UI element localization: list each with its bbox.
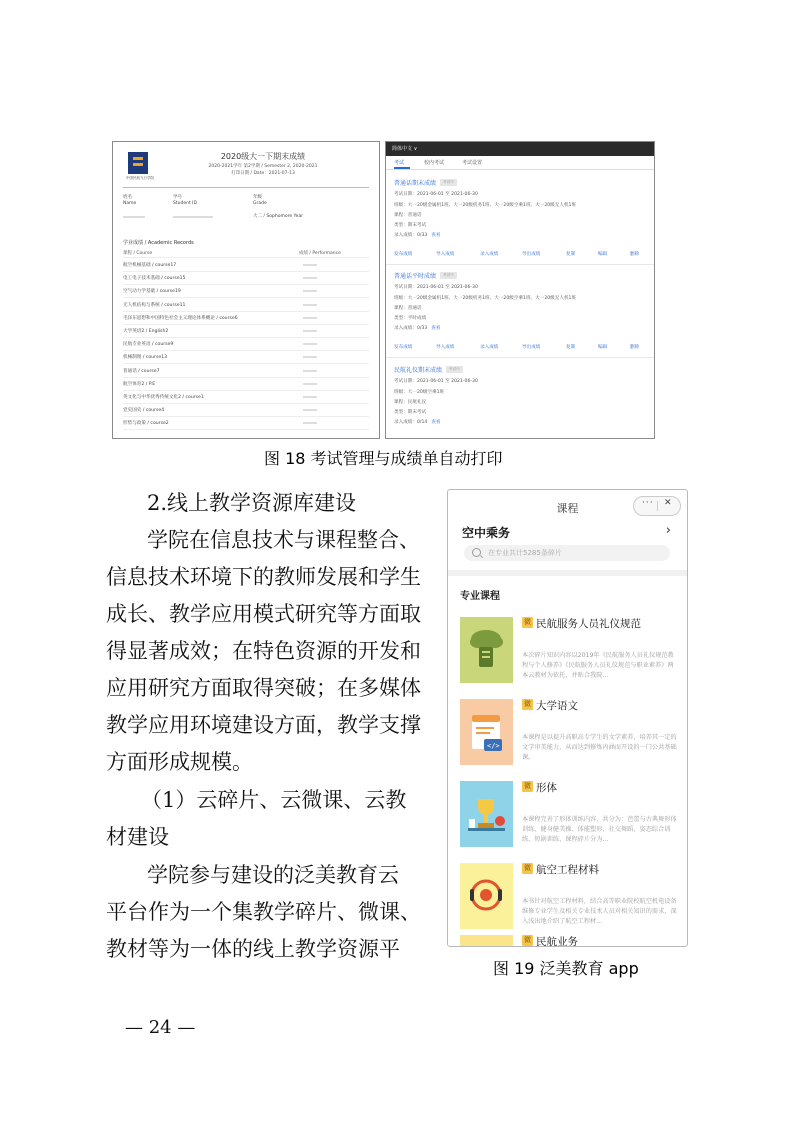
redacted-performance <box>303 304 317 306</box>
transcript-print-date: 打印日期 / Date：2021-07-13 <box>231 171 295 176</box>
edit-button[interactable]: 编辑 <box>598 252 608 257</box>
grade-value: 大二 / Sophomore Year <box>253 214 304 219</box>
exam-actions <box>394 251 649 260</box>
search-placeholder: 在专业共计5285条碎片 <box>488 549 562 557</box>
performance-column-header: 成绩 / Performance <box>299 251 341 256</box>
micro-badge: 微 <box>524 936 531 944</box>
exam-title[interactable]: 普通话期末成绩 <box>394 180 437 187</box>
micro-badge: 微 <box>524 864 531 872</box>
course-row: 航空机械基础 / course17 <box>123 263 177 268</box>
entered-count: 录入成绩：0/33 <box>394 233 428 239</box>
course-row: 空气动力学基础 / course19 <box>123 289 181 295</box>
entered-count: 录入成绩：0/33 <box>394 326 428 332</box>
enter-grades-button[interactable]: 录入成绩 <box>480 252 499 257</box>
exam-type: 类型：期末考试 <box>394 410 427 416</box>
exam-card <box>394 178 652 238</box>
course-description: 本课程完善了形体训练内容，共分为：芭蕾与古典舞形体训练、健身健美操、体能塑形、社交舞蹈、姿态综合训练、短剧训练、课程碎片分为... <box>522 816 677 843</box>
svg-text:</>: </> <box>487 742 500 750</box>
paragraph-line: 得显著成效；在特色资源的开发和 <box>106 639 421 663</box>
trophy-thumbnail-icon <box>460 781 513 847</box>
export-grades-button[interactable]: 导出成绩 <box>522 252 541 257</box>
view-link[interactable]: 查看 <box>431 420 441 426</box>
tab-exam-settings[interactable]: 考试设置 <box>462 160 483 166</box>
course-column-header: 课程 / Course <box>123 251 153 256</box>
transcript-title: 2020级大一下期末成绩 <box>220 152 306 161</box>
delete-button[interactable]: 删除 <box>630 345 640 350</box>
course-row: 无人机结构与系统 / course11 <box>123 302 186 308</box>
section-title: 专业课程 <box>460 591 500 602</box>
department-selector[interactable]: 空中乘务 <box>462 526 511 540</box>
redacted-performance <box>303 422 317 424</box>
fanmei-app-screenshot <box>447 489 688 947</box>
edit-button[interactable]: 编辑 <box>598 345 608 350</box>
more-icon[interactable]: ··· <box>642 498 654 508</box>
redacted-performance <box>303 356 317 358</box>
course-name: 形体 <box>536 782 557 794</box>
course-row: 毛泽东思想和中国特色社会主义理论体系概论 / course6 <box>123 315 238 321</box>
status-badge: 考试中 <box>440 179 457 186</box>
exam-type: 类型：期末考试 <box>394 223 427 229</box>
redacted-performance <box>303 409 317 411</box>
exam-card <box>394 365 652 425</box>
paragraph-line: 方面形成规模。 <box>106 750 253 774</box>
paragraph-line: 平台作为一个集教学碎片、微课、 <box>106 900 421 924</box>
exam-actions <box>394 344 649 353</box>
course-row: 民航专业英语 / course9 <box>123 342 174 348</box>
etiquette-thumbnail-icon <box>460 617 513 683</box>
delete-button[interactable]: 删除 <box>630 252 640 257</box>
course-name: 民航服务人员礼仪规范 <box>536 618 641 630</box>
subsection-heading: （1）云碎片、云微课、云教 <box>141 788 407 812</box>
course-row: 航空体育2 / P.E <box>123 381 156 387</box>
paragraph-line: 教材等为一体的线上教学资源平 <box>106 937 400 961</box>
course-card[interactable] <box>460 935 682 946</box>
exam-type: 类型：平时成绩 <box>394 316 427 322</box>
publish-grades-button[interactable]: 发布成绩 <box>394 252 413 257</box>
course-name: 航空工程材料 <box>536 864 599 876</box>
course-thumbnail <box>460 935 513 946</box>
student-id-label: 学号 Student ID <box>173 195 197 206</box>
figure-18-caption: 图 18 考试管理与成绩单自动打印 <box>264 449 503 468</box>
micro-badge: 微 <box>524 700 531 708</box>
course-description: 本次碎片知识内容以2019年《民航服务人员礼仪规范教程与个人修养》《民航服务人员礼仪规范与职业素养》两本云教材为依托，并贴合我院... <box>522 652 674 679</box>
course-description: 本书针对航空工程材料，结合高等职业院校航空机电设备维修专业学生及相关专业技术人员对相关知识的需求，深入浅出地介绍了航空工程材... <box>522 898 677 925</box>
records-heading: 学业成绩 / Academic Records <box>123 240 194 246</box>
exam-classes: 班级：大一20级金属机1班、大一20级机务1班、大一20级空乘1班、大一20级无人机1班 <box>394 295 577 301</box>
paragraph-line: 成长、教学应用模式研究等方面取 <box>106 602 421 626</box>
copy-button[interactable]: 复制 <box>566 252 576 257</box>
paragraph-line: 学院在信息技术与课程整合、 <box>147 528 420 552</box>
course-row: 机械制图 / course13 <box>123 355 168 361</box>
redacted-name <box>123 216 145 218</box>
tab-exam[interactable]: 考试 <box>394 160 405 166</box>
college-logo <box>124 152 154 180</box>
redacted-performance <box>303 370 317 372</box>
paragraph-line: 学院参与建设的泛美教育云 <box>147 863 399 887</box>
course-row: 英文化与中华优秀传统文化2 / course1 <box>123 395 204 400</box>
exam-course: 课程：普通话 <box>394 212 422 218</box>
exam-title[interactable]: 普通话平时成绩 <box>394 273 437 280</box>
transcript-screenshot <box>112 141 380 439</box>
tab-school-exam[interactable]: 校内考试 <box>424 160 445 166</box>
import-grades-button[interactable]: 导入成绩 <box>436 345 455 350</box>
status-badge: 考试中 <box>440 272 457 279</box>
paragraph-line: 应用研究方面取得突破；在多媒体 <box>106 676 421 700</box>
redacted-performance <box>303 317 317 319</box>
export-grades-button[interactable]: 导出成绩 <box>522 345 541 350</box>
redacted-performance <box>303 277 317 279</box>
search-input[interactable] <box>464 545 670 561</box>
redacted-performance <box>303 383 317 385</box>
exam-classes: 班级：大一20级金属机1班、大一20级机务1班、大一20级空乘1班、大一20级无人机1班 <box>394 202 577 208</box>
course-name: 大学语文 <box>536 700 578 712</box>
status-badge: 考试中 <box>446 366 463 373</box>
view-link[interactable]: 查看 <box>431 233 441 239</box>
course-row: 大学英语2 / English2 <box>123 329 169 334</box>
publish-grades-button[interactable]: 发布成绩 <box>394 345 413 350</box>
exam-date: 考试日期：2021-06-01 至 2021-06-30 <box>394 379 478 385</box>
chevron-right-icon[interactable]: › <box>665 523 671 538</box>
paragraph-line: 信息技术环境下的教师发展和学生 <box>106 565 421 589</box>
course-row: 普通话 / course7 <box>123 368 160 374</box>
course-row: 形势与政策 / course2 <box>123 421 169 427</box>
figure-19-caption: 图 19 泛美教育 app <box>493 959 639 978</box>
course-card[interactable] <box>460 781 682 863</box>
view-link[interactable]: 查看 <box>431 326 441 332</box>
redacted-performance <box>303 343 317 345</box>
close-icon[interactable]: ✕ <box>664 498 672 508</box>
micro-badge: 微 <box>524 618 531 626</box>
exam-title[interactable]: 民航礼仪期末成绩 <box>394 367 443 374</box>
exam-course: 课程：民航礼仪 <box>394 399 427 405</box>
course-card[interactable] <box>460 699 682 781</box>
redacted-id <box>173 216 213 218</box>
section-heading: 2.线上教学资源库建设 <box>147 491 357 515</box>
page-number: — 24 — <box>125 1017 196 1038</box>
course-row: 党史国史 / course4 <box>123 408 165 414</box>
paragraph-line: 教学应用环境建设方面，教学支撑 <box>106 713 421 737</box>
course-card[interactable] <box>460 617 682 699</box>
transcript-subtitle: 2020-2021学年 第2学期 / Semester 2, 2020-2021 <box>208 164 318 169</box>
chinese-thumbnail-icon <box>460 699 513 765</box>
subsection-heading-cont: 材建设 <box>106 825 169 849</box>
logo-text: 中国民航飞行学院 <box>126 176 154 180</box>
course-name: 民航业务 <box>536 936 578 946</box>
exam-classes: 班级：大一20级空乘1班 <box>394 389 445 395</box>
redacted-performance <box>303 290 317 292</box>
miniprogram-capsule <box>633 496 681 516</box>
entered-count: 录入成绩：0/14 <box>394 420 428 426</box>
course-row: 电工电子技术基础 / course15 <box>123 276 186 282</box>
exam-course: 课程：普通话 <box>394 305 422 311</box>
search-icon <box>472 548 481 557</box>
course-card[interactable] <box>460 863 682 945</box>
grade-label: 年级 Grade <box>253 195 267 206</box>
copy-button[interactable]: 复制 <box>566 345 576 350</box>
redacted-performance <box>303 264 317 266</box>
redacted-performance <box>303 396 317 398</box>
aviation-materials-thumbnail-icon <box>460 863 513 929</box>
exam-date: 考试日期：2021-06-01 至 2021-06-30 <box>394 192 478 198</box>
exam-date: 考试日期：2021-06-01 至 2021-06-30 <box>394 285 478 291</box>
enter-grades-button[interactable]: 录入成绩 <box>480 345 499 350</box>
exam-management-screenshot <box>385 141 655 439</box>
exam-tabs <box>386 156 654 170</box>
exam-card <box>394 271 652 331</box>
language-selector[interactable]: 简体中文 ∨ <box>386 142 654 156</box>
name-label: 姓名 Name <box>123 195 137 206</box>
app-page-title: 课程 <box>556 502 579 515</box>
micro-badge: 微 <box>524 782 531 790</box>
redacted-performance <box>303 330 317 332</box>
course-description: 本课程是以提升高职高专学生的文学素养，培养其一定的文学审美能力，从而达到修炼内涵而开设的一门公共基础课。 <box>522 734 677 761</box>
import-grades-button[interactable]: 导入成绩 <box>436 252 455 257</box>
